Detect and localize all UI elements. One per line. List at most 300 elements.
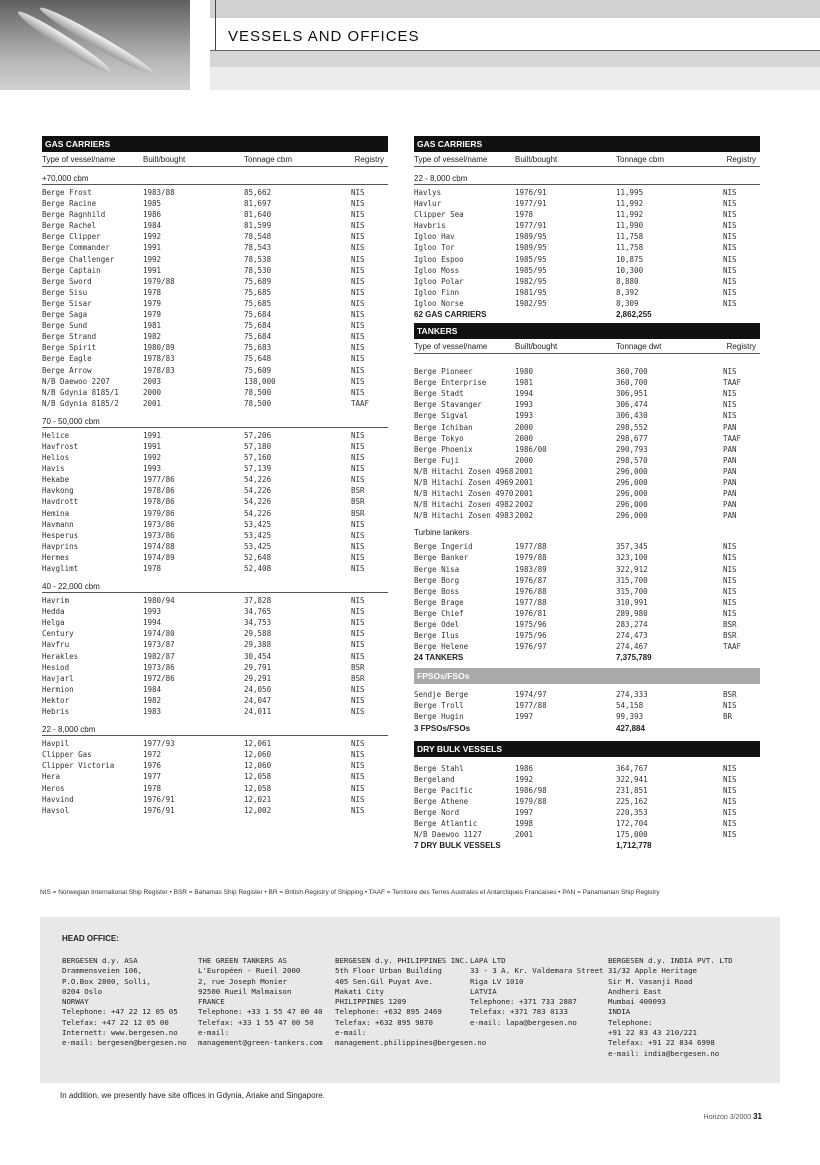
table-cell: Berge Fuji xyxy=(414,455,460,465)
table-row xyxy=(42,496,388,507)
left-column xyxy=(42,136,388,816)
table-cell: 1977/88 xyxy=(515,597,547,607)
table-cell: 11,758 xyxy=(616,232,644,242)
table-cell: NIS xyxy=(723,298,737,308)
table-cell: BSR xyxy=(723,620,737,629)
table-cell: PAN xyxy=(723,444,737,454)
table-cell: NIS xyxy=(723,819,737,829)
table-cell: 75,685 xyxy=(244,287,272,297)
table-cell: NIS xyxy=(351,684,365,694)
table-cell: 1983/88 xyxy=(143,188,175,197)
table-cell: 53,425 xyxy=(244,541,272,551)
table-row xyxy=(42,595,388,606)
table-cell: 274,467 xyxy=(616,642,648,652)
table-row xyxy=(42,552,388,563)
table-cell: BSR xyxy=(351,673,365,683)
table-cell: 1991 xyxy=(143,441,162,451)
table-cell: 1978 xyxy=(143,783,162,793)
table-row xyxy=(42,430,388,441)
table-cell: Berge Sisar xyxy=(42,298,92,308)
table-cell: 24,011 xyxy=(244,707,272,717)
table-row xyxy=(414,455,760,466)
table-cell: 29,291 xyxy=(244,673,272,683)
table-row xyxy=(414,785,760,796)
table-row xyxy=(42,342,388,353)
table-cell: 11,992 xyxy=(616,199,644,209)
table-cell: PAN xyxy=(723,489,737,499)
table-cell: NIS xyxy=(351,530,365,540)
table-cell: 1993 xyxy=(515,411,534,421)
table-cell: NIS xyxy=(351,739,365,749)
table-cell: Helice xyxy=(42,430,70,440)
table-cell: NIS xyxy=(351,640,365,650)
table-cell: NIS xyxy=(351,552,365,562)
table-cell: NIS xyxy=(351,519,365,529)
table-cell: 1978/83 xyxy=(143,365,175,375)
table-cell: 1978 xyxy=(515,210,534,220)
table-cell: BSR xyxy=(351,662,365,672)
table-row xyxy=(414,619,760,630)
table-cell: NIS xyxy=(351,387,365,397)
table-cell: NIS xyxy=(351,354,365,364)
table-cell: NIS xyxy=(351,541,365,551)
office-line: e-mail: india@bergesen.no xyxy=(608,1048,720,1058)
table-cell: 1976/88 xyxy=(515,586,547,596)
table-row xyxy=(414,575,760,586)
table-cell: PAN xyxy=(723,455,737,465)
table-cell: 1977/93 xyxy=(143,739,175,749)
table-cell: Berge Ragnhild xyxy=(42,210,106,220)
table-row xyxy=(414,630,760,641)
table-cell: 1993 xyxy=(515,400,534,410)
table-cell: 1978/86 xyxy=(143,497,175,507)
table-cell: Havjarl xyxy=(42,673,74,683)
table-cell: Berge Sigval xyxy=(414,411,469,421)
table-cell: Berge Nord xyxy=(414,807,460,817)
table-cell: NIS xyxy=(723,774,737,784)
table-cell: 322,912 xyxy=(616,564,648,574)
table-cell: NIS xyxy=(351,707,365,717)
table-cell: Berge Brage xyxy=(414,597,464,607)
table-cell: Berge Sisu xyxy=(42,287,88,297)
total-row xyxy=(414,840,760,851)
table-row xyxy=(42,276,388,287)
table-cell: NIS xyxy=(723,287,737,297)
table-cell: 296,000 xyxy=(616,500,648,510)
office-lapa xyxy=(470,956,604,1028)
table-cell: NIS xyxy=(723,254,737,264)
group-label: +70,000 cbm xyxy=(42,173,388,185)
head-office-title: HEAD OFFICE: xyxy=(62,934,119,943)
table-cell: Berge Stadt xyxy=(414,389,464,399)
table-cell: Havbris xyxy=(414,221,446,231)
table-row xyxy=(414,209,760,220)
table-cell: 1981/95 xyxy=(515,287,547,297)
table-row xyxy=(414,410,760,421)
table-cell: NIS xyxy=(723,564,737,574)
table-cell: 298,570 xyxy=(616,455,648,465)
table-cell: NIS xyxy=(351,221,365,231)
table-cell: Havmann xyxy=(42,519,74,529)
table-cell: 1979/88 xyxy=(515,796,547,806)
table-cell: 360,700 xyxy=(616,378,648,388)
table-cell: Havdrott xyxy=(42,497,79,507)
table-cell: N/B Gdynia 8185/1 xyxy=(42,387,119,397)
table-cell: NIS xyxy=(351,453,365,463)
table-cell: 322,941 xyxy=(616,774,648,784)
table-row xyxy=(42,783,388,794)
table-cell: N/B Hitachi Zosen 4982 xyxy=(414,500,514,510)
table-row xyxy=(42,738,388,749)
table-cell: 8,880 xyxy=(616,276,639,286)
table-cell: 10,300 xyxy=(616,265,644,275)
table-cell: 1980/89 xyxy=(143,343,175,353)
table-cell: 99,393 xyxy=(616,712,644,722)
table-cell: NIS xyxy=(351,464,365,474)
table-cell: Berge Saga xyxy=(42,310,88,320)
table-cell: 81,640 xyxy=(244,210,272,220)
table-row xyxy=(42,684,388,695)
table-cell: NIS xyxy=(351,298,365,308)
table-cell: Igloo Norse xyxy=(414,298,464,308)
table-row xyxy=(42,530,388,541)
table-cell: 2000 xyxy=(515,433,534,443)
table-cell: 78,543 xyxy=(244,243,272,253)
table-cell: Igloo Tor xyxy=(414,243,455,253)
table-cell: Helga xyxy=(42,618,65,628)
table-cell: 2000 xyxy=(143,387,162,397)
table-cell: Berge Stavanger xyxy=(414,400,482,410)
table-cell: 1978 xyxy=(143,564,162,573)
table-cell: NIS xyxy=(723,608,737,618)
office-line: e-mail: xyxy=(335,1028,367,1038)
table-cell: Igloo Polar xyxy=(414,276,464,286)
column-header xyxy=(414,340,760,354)
table-cell: 54,226 xyxy=(244,486,272,496)
office-line: FRANCE xyxy=(198,997,225,1007)
table-row xyxy=(414,187,760,198)
table-row xyxy=(414,399,760,410)
table-cell: NIS xyxy=(351,783,365,793)
table-row xyxy=(42,441,388,452)
table-cell: 1994 xyxy=(515,389,534,399)
office-line: e-mail: xyxy=(198,1028,230,1038)
table-row xyxy=(42,695,388,706)
table-cell: 1977 xyxy=(143,772,162,782)
table-cell: 1977/91 xyxy=(515,221,547,231)
table-row xyxy=(414,242,760,253)
table-row xyxy=(42,320,388,331)
table-cell: TAAF xyxy=(723,642,742,652)
table-cell: Hermion xyxy=(42,684,74,694)
table-row xyxy=(42,563,388,574)
table-cell: NIS xyxy=(723,597,737,607)
table-cell: N/B Daewoo 2207 xyxy=(42,376,110,386)
table-cell: 1986/98 xyxy=(515,785,547,795)
table-cell: Berge Racine xyxy=(42,199,97,209)
column-header xyxy=(42,153,388,167)
column-header-cell: Tonnage dwt xyxy=(616,342,662,352)
table-cell: NIS xyxy=(351,618,365,628)
table-cell: 1976/97 xyxy=(515,642,547,652)
table-cell: NIS xyxy=(351,629,365,639)
office-line: L'Européen - Rueil 2000 xyxy=(198,966,301,976)
table-cell: 1979/86 xyxy=(143,508,175,518)
table-cell: PAN xyxy=(723,477,737,487)
table-cell: Clipper Gas xyxy=(42,750,92,760)
office-line: 92500 Rueil Malmaison xyxy=(198,986,292,996)
table-row xyxy=(414,466,760,477)
table-cell: Hebris xyxy=(42,707,70,717)
table-cell: 34,765 xyxy=(244,607,272,617)
table-cell: 296,000 xyxy=(616,477,648,487)
table-cell: 323,100 xyxy=(616,553,648,563)
table-cell: NIS xyxy=(351,607,365,617)
table-cell: 11,995 xyxy=(616,188,644,197)
table-cell: 1979 xyxy=(143,298,162,308)
total-value: 1,712,778 xyxy=(616,841,652,851)
table-cell: 1977/88 xyxy=(515,701,547,711)
table-cell: Berge Pioneer xyxy=(414,367,473,377)
table-cell: NIS xyxy=(351,365,365,375)
column-header-cell: Registry xyxy=(726,342,756,352)
table-cell: 12,060 xyxy=(244,761,272,771)
table-row xyxy=(414,700,760,711)
table-cell: Havlys xyxy=(414,188,442,197)
table-cell: 1992 xyxy=(143,254,162,264)
table-cell: 1980 xyxy=(515,367,534,377)
table-cell: Heros xyxy=(42,783,65,793)
office-line: Telefax: +91 22 834 6998 xyxy=(608,1038,715,1048)
right-column xyxy=(414,136,760,851)
table-cell: 2002 xyxy=(515,500,534,510)
table-cell: Herakles xyxy=(42,651,79,661)
office-line: THE GREEN TANKERS AS xyxy=(198,956,287,965)
table-row xyxy=(414,444,760,455)
table-cell: Century xyxy=(42,629,74,639)
table-cell: 1976 xyxy=(143,761,162,771)
office-line: Telephone: +371 733 2887 xyxy=(470,997,577,1007)
office-line: Telefax: +47 22 12 05 00 xyxy=(62,1017,169,1027)
table-cell: 296,000 xyxy=(616,466,648,476)
table-cell: Berge Clipper xyxy=(42,232,101,242)
table-cell: Berge Captain xyxy=(42,265,101,275)
table-cell: 296,000 xyxy=(616,489,648,499)
table-cell: 10,875 xyxy=(616,254,644,264)
table-cell: 52,408 xyxy=(244,564,272,573)
table-cell: NIS xyxy=(351,276,365,286)
group-label: 40 - 22,000 cbm xyxy=(42,581,388,593)
table-row xyxy=(42,794,388,805)
table-cell: NIS xyxy=(351,750,365,760)
table-row xyxy=(42,628,388,639)
office-line: LAPA LTD xyxy=(470,956,506,965)
table-cell: 1992 xyxy=(143,453,162,463)
table-cell: Havglimt xyxy=(42,564,79,573)
table-cell: 75,689 xyxy=(244,276,272,286)
registry-footnote: NIS = Norwegian International Ship Register • BSR = Bahamas Ship Register • BR = British Registry of Shipping • TAAF = Territoire des Terres Australes et Antarctiques Francaises • PAN = Panamanian Ship Registry xyxy=(40,889,660,896)
table-cell: 12,058 xyxy=(244,772,272,782)
table-cell: NIS xyxy=(351,254,365,264)
total-label: 62 GAS CARRIERS xyxy=(414,310,487,320)
office-line: Telephone: +632 895 2469 xyxy=(335,1007,442,1017)
group-label: 70 - 50,000 cbm xyxy=(42,416,388,428)
office-line: LATVIA xyxy=(470,986,497,996)
table-cell: 315,700 xyxy=(616,575,648,585)
table-cell: NIS xyxy=(723,243,737,253)
turbine-tankers-label: Turbine tankers xyxy=(414,528,470,538)
group-label: 22 - 8,000 cbm xyxy=(42,724,388,736)
table-cell: NIS xyxy=(723,796,737,806)
table-cell: 29,388 xyxy=(244,640,272,650)
table-cell: Berge Phoenix xyxy=(414,444,473,454)
table-row xyxy=(414,689,760,700)
table-row xyxy=(42,309,388,320)
header-ship-photo xyxy=(0,0,190,90)
table-cell: 1982/87 xyxy=(143,651,175,661)
table-cell: Berge Sund xyxy=(42,321,88,331)
table-cell: 11,990 xyxy=(616,221,644,231)
table-row xyxy=(42,639,388,650)
table-row xyxy=(42,519,388,530)
table-row xyxy=(414,265,760,276)
column-header-cell: Type of vessel/name xyxy=(414,155,488,164)
table-cell: 52,648 xyxy=(244,552,272,562)
table-cell: NIS xyxy=(723,553,737,563)
table-cell: Berge Sword xyxy=(42,276,92,286)
table-cell: 75,683 xyxy=(244,343,272,353)
office-bergesen-oslo xyxy=(62,956,187,1049)
table-cell: NIS xyxy=(723,221,737,231)
column-header-cell: Type of vessel/name xyxy=(42,155,116,164)
table-cell: Igloo Moss xyxy=(414,265,460,275)
table-cell: TAAF xyxy=(723,378,742,388)
table-cell: 1992 xyxy=(515,774,534,784)
table-cell: NIS xyxy=(351,564,365,573)
table-cell: 57,180 xyxy=(244,441,272,451)
table-cell: 1983/89 xyxy=(515,564,547,574)
table-row xyxy=(42,452,388,463)
table-cell: 1992 xyxy=(143,232,162,242)
table-cell: 2001 xyxy=(143,398,162,408)
table-cell: 1972/86 xyxy=(143,673,175,683)
table-cell: 1981 xyxy=(143,321,162,331)
table-cell: 1986 xyxy=(143,210,162,220)
office-line: Sir M. Vasanji Road xyxy=(608,976,693,986)
office-line: NORWAY xyxy=(62,997,89,1007)
table-row xyxy=(414,641,760,652)
table-cell: 75,684 xyxy=(244,332,272,342)
table-row xyxy=(42,474,388,485)
table-cell: 75,609 xyxy=(244,365,272,375)
table-cell: Igloo Finn xyxy=(414,287,460,297)
table-cell: 1975/96 xyxy=(515,620,547,629)
table-cell: Berge Troll xyxy=(414,701,464,711)
table-cell: 172,704 xyxy=(616,819,648,829)
office-line: Andheri East xyxy=(608,986,662,996)
table-cell: Berge Ilus xyxy=(414,631,460,641)
table-row xyxy=(42,298,388,309)
table-cell: NIS xyxy=(723,830,737,840)
table-cell: BSR xyxy=(351,486,365,496)
table-cell: Berge Atlantic xyxy=(414,819,478,829)
table-cell: NIS xyxy=(723,411,737,421)
table-cell: 290,793 xyxy=(616,444,648,454)
group-label: 22 - 8,000 cbm xyxy=(414,173,760,185)
column-header-cell: Built/bought xyxy=(143,155,186,164)
table-row xyxy=(414,541,760,552)
table-cell: NIS xyxy=(351,761,365,771)
table-cell: 54,226 xyxy=(244,475,272,485)
table-cell: N/B Hitachi Zosen 4969 xyxy=(414,477,514,487)
table-row xyxy=(42,376,388,387)
table-cell: 1976/91 xyxy=(143,805,175,815)
table-cell: 1991 xyxy=(143,243,162,253)
table-cell: Clipper Victoria xyxy=(42,761,115,771)
table-row xyxy=(42,485,388,496)
table-row xyxy=(414,552,760,563)
office-line: 31/32 Apple Heritage xyxy=(608,966,697,976)
table-cell: 1979/88 xyxy=(515,553,547,563)
table-row xyxy=(414,711,760,722)
table-row xyxy=(42,287,388,298)
table-row xyxy=(414,763,760,774)
table-cell: 1976/91 xyxy=(515,188,547,197)
table-cell: 315,700 xyxy=(616,586,648,596)
table-row xyxy=(414,586,760,597)
table-cell: Berge Ichiban xyxy=(414,422,473,432)
table-cell: 1998 xyxy=(515,819,534,829)
office-line: INDIA xyxy=(608,1007,631,1017)
table-cell: 24,050 xyxy=(244,684,272,694)
table-cell: NIS xyxy=(351,695,365,705)
table-cell: Hemina xyxy=(42,508,70,518)
table-row xyxy=(42,242,388,253)
table-row xyxy=(42,771,388,782)
table-cell: 364,767 xyxy=(616,763,648,773)
table-cell: NIS xyxy=(351,772,365,782)
table-cell: 53,425 xyxy=(244,519,272,529)
office-line: Telephone: xyxy=(608,1017,653,1027)
table-cell: 75,684 xyxy=(244,310,272,320)
table-cell: Berge Banker xyxy=(414,553,469,563)
page-title: VESSELS AND OFFICES xyxy=(228,28,420,45)
table-cell: 220,353 xyxy=(616,807,648,817)
table-cell: TAAF xyxy=(723,433,742,443)
table-cell: 138,000 xyxy=(244,376,276,386)
table-cell: 30,454 xyxy=(244,651,272,661)
table-cell: 75,685 xyxy=(244,298,272,308)
table-cell: 1991 xyxy=(143,265,162,275)
office-line: Telephone: +47 22 12 05 05 xyxy=(62,1007,178,1017)
table-cell: NIS xyxy=(351,794,365,804)
total-label: 24 TANKERS xyxy=(414,653,464,663)
head-office-panel xyxy=(40,917,780,1083)
table-cell: Berge Commander xyxy=(42,243,110,253)
table-cell: 2001 xyxy=(515,477,534,487)
table-cell: 75,648 xyxy=(244,354,272,364)
table-cell: Havlur xyxy=(414,199,442,209)
office-line: Telefax: +33 1 55 47 00 50 xyxy=(198,1017,314,1027)
table-cell: 78,530 xyxy=(244,265,272,275)
total-value: 7,375,789 xyxy=(616,653,652,663)
table-row xyxy=(414,422,760,433)
table-cell: NIS xyxy=(351,430,365,440)
column-header xyxy=(414,153,760,167)
table-cell: 81,697 xyxy=(244,199,272,209)
table-cell: 1974/89 xyxy=(143,552,175,562)
table-cell: 2001 xyxy=(515,466,534,476)
